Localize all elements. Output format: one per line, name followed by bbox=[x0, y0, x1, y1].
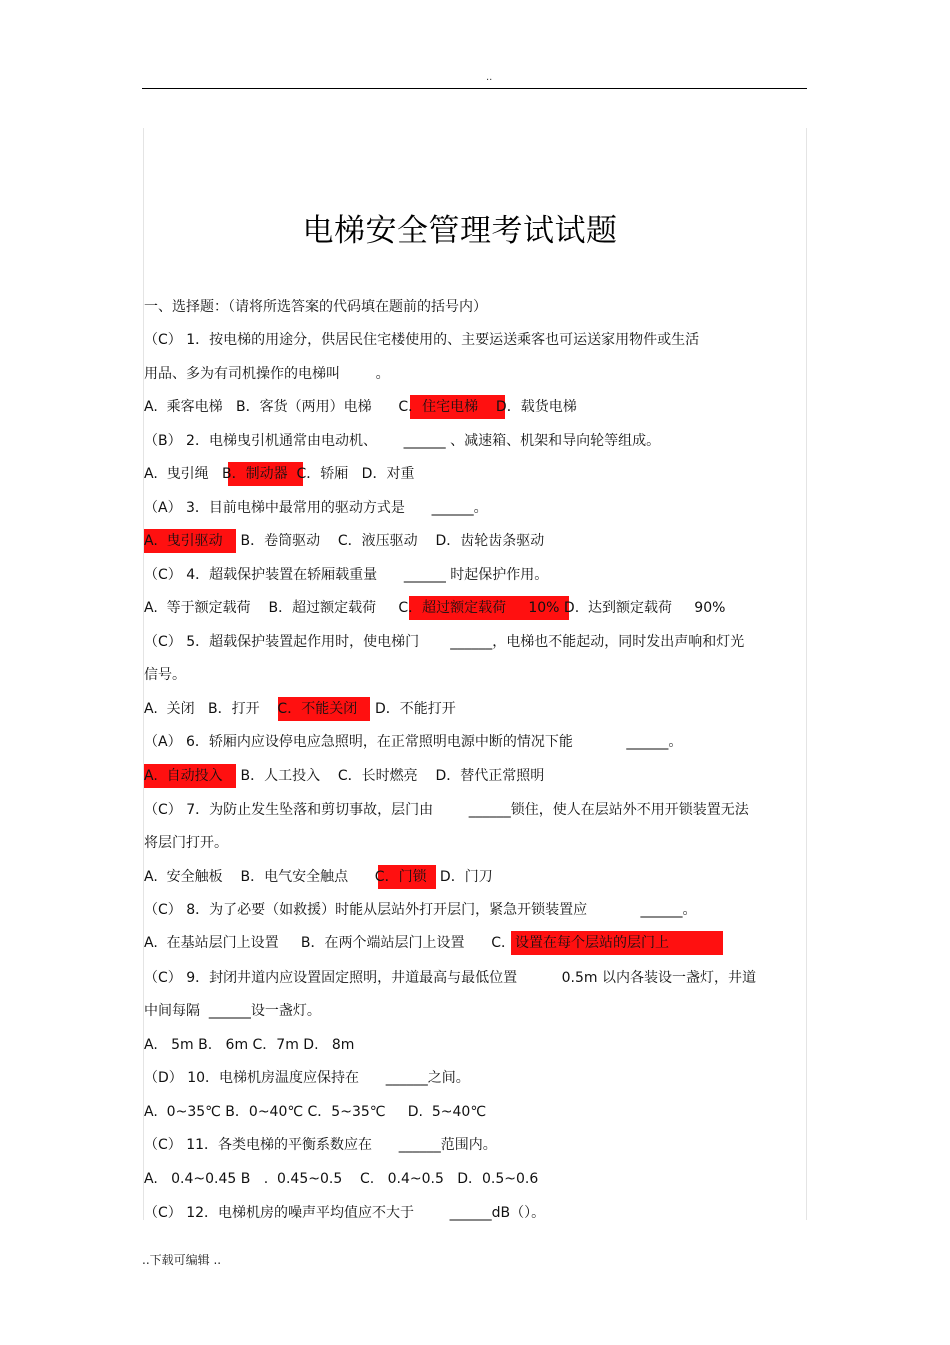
question-line: 信号。 bbox=[144, 667, 186, 683]
question-line: （C） 1．按电梯的用途分，供居民住宅楼使用的、主要运送乘客也可运送家用物件或生活 bbox=[144, 332, 700, 348]
question-line: （C） 12．电梯机房的噪声平均值应不大于 ______dB（）。 bbox=[144, 1205, 546, 1221]
option-line: A. 自动投入 B．人工投入 C．长时燃亮 D．替代正常照明 bbox=[144, 768, 545, 784]
question-line: （A） 6．轿厢内应设停电应急照明，在正常照明电源中断的情况下能 ______。 bbox=[144, 734, 683, 750]
question-line: （C） 7．为防止发生坠落和剪切事故，层门由 ______锁住，使人在层站外不用开锁装置无法 bbox=[144, 802, 749, 818]
option-line: A. 5m B. 6m C．7m D. 8m bbox=[144, 1037, 355, 1053]
option-line: A. 关闭 B．打开 C．不能关闭 D．不能打开 bbox=[144, 701, 456, 717]
page-title: 电梯安全管理考试试题 bbox=[302, 213, 618, 249]
question-line: （C） 8．为了必要（如救援）时能从层站外打开层门，紧急开锁装置应 ______。 bbox=[144, 902, 697, 918]
question-line: （A） 3．目前电梯中最常用的驱动方式是 ______。 bbox=[144, 500, 488, 516]
header-dots: .. bbox=[486, 72, 493, 83]
option-line: A. 曳引驱动 B．卷筒驱动 C．液压驱动 D．齿轮齿条驱动 bbox=[144, 533, 545, 549]
page-footer: ..下载可编辑 .. bbox=[142, 1253, 222, 1267]
header-rule bbox=[142, 88, 807, 89]
question-line: （D） 10．电梯机房温度应保持在 ______之间。 bbox=[144, 1070, 470, 1086]
question-line: （C） 9．封闭井道内应设置固定照明，井道最高与最低位置 0.5m 以内各装设一盏灯，井道 bbox=[144, 970, 756, 986]
option-line: A. 等于额定载荷 B．超过额定载荷 C．超过额定载荷 10% D. 达到额定载荷 90% bbox=[144, 600, 726, 616]
question-line: 中间每隔 ______设一盏灯。 bbox=[144, 1003, 321, 1019]
page-border-right bbox=[806, 128, 807, 1220]
question-line: （C） 5．超载保护装置起作用时，使电梯门 ______，电梯也不能起动，同时发出声响和灯光 bbox=[144, 634, 745, 650]
question-line: （C） 11．各类电梯的平衡系数应在 ______范围内。 bbox=[144, 1137, 497, 1153]
option-line: A. 在基站层门上设置 B．在两个端站层门上设置 C．设置在每个层站的层门上 bbox=[144, 935, 670, 951]
question-line: 将层门打开。 bbox=[144, 835, 228, 851]
option-line: A. 0~35℃ B．0~40℃ C．5~35℃ D. 5~40℃ bbox=[144, 1104, 487, 1120]
question-line: （C） 4．超载保护装置在轿厢载重量 ______ 时起保护作用。 bbox=[144, 567, 549, 583]
option-line: A. 0.4~0.45 B . 0.45~0.5 C. 0.4~0.5 D．0.5~0.6 bbox=[144, 1171, 539, 1187]
option-line: A. 乘客电梯 B．客货（两用）电梯 C．住宅电梯 D．载货电梯 bbox=[144, 399, 577, 415]
option-line: A. 安全触板 B．电气安全触点 C．门锁 D．门刀 bbox=[144, 869, 493, 885]
option-line: A. 曳引绳 B．制动器 C．轿厢 D．对重 bbox=[144, 466, 415, 482]
question-line: 用品、多为有司机操作的电梯叫 。 bbox=[144, 366, 390, 382]
question-line: （B） 2．电梯曳引机通常由电动机、 ______ 、减速箱、机架和导向轮等组成。 bbox=[144, 433, 661, 449]
section-heading: 一、选择题：（请将所选答案的代码填在题前的括号内） bbox=[144, 299, 487, 315]
